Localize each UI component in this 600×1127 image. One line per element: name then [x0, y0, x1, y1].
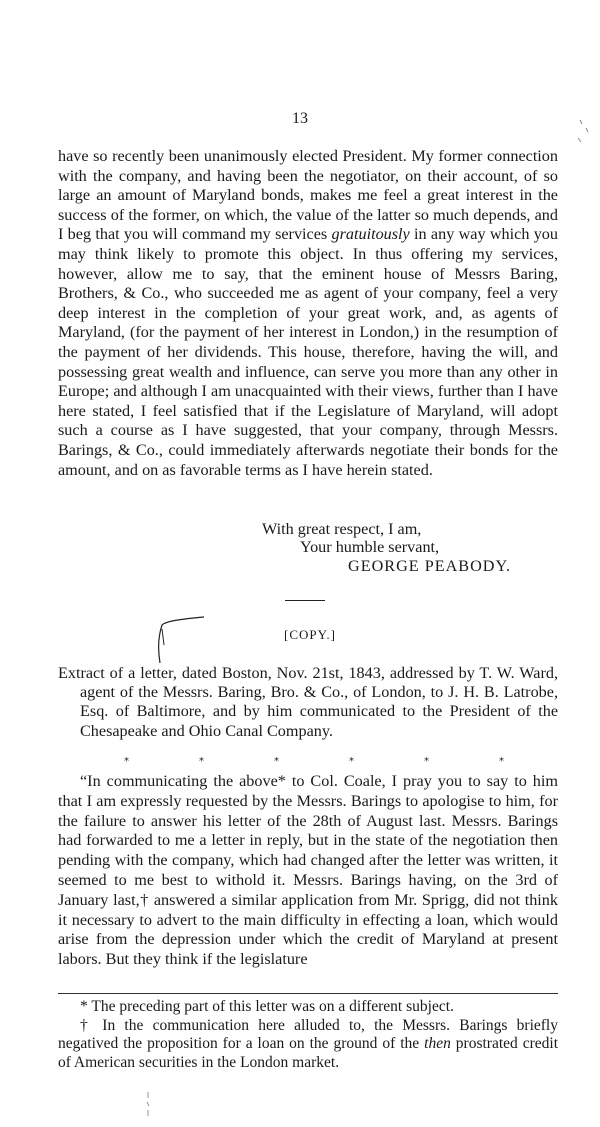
footnote-rule — [58, 993, 558, 994]
section-divider — [285, 600, 325, 601]
closing-line-1: With great respect, I am, — [262, 520, 422, 538]
quoted-letter — [58, 772, 558, 970]
closing-line-2: Your humble servant, — [300, 538, 440, 556]
margin-speck — [576, 118, 592, 146]
asterisk: * — [349, 756, 354, 767]
quoted-letter-text: “In communicating the above* to Col. Coale, I pray you to say to him that I am expressly requested by the Messrs. Barings to apologise to him, for the failure to answer his letter of the 28th of August last. Messrs. Barings had forwarded to me a letter in reply, but in the state of the negotiation then pending with the company, which had changed after the letter was written, it seemed to me best to withold it. Messrs. Barings having, on the 3rd of January last,† answered a similar application from Mr. Sprigg, did not think it necessary to advert to the main difficulty in effecting a loan, which would arise from the depression under which the credit of Maryland at present labors. But they think if the legislature — [58, 772, 558, 969]
copy-label — [0, 627, 600, 643]
footnote-1: * The preceding part of this letter was on a different subject. — [80, 998, 454, 1015]
asterisk: * — [499, 756, 504, 767]
signature: GEORGE PEABODY. — [348, 557, 512, 575]
footnote-2-emphasis: then — [424, 1035, 451, 1053]
footnote-2 — [58, 1017, 558, 1073]
letter-emphasis: gratuitously — [331, 225, 410, 244]
asterisk: * — [124, 756, 129, 767]
letter-text-part2: in any way which you may think likely to promote this object. In thus offering my services, however, allow me to say, that the eminent house of Messrs Baring, Brothers, & Co., who succeeded me as agent of your company, feel a very deep interest in the completion of your great work, and, as agents of Maryland, (for the payment of her interest in London,) in the resumption of the payment of her dividends. This house, therefore, having the will, and possessing great wealth and influence, can serve you more than any other in Europe; and although I am unacquainted with their views, further than I have here stated, I feel satisfied that if the Legislature of Maryland, will adopt such a course as I have suggested, that your company, through Messrs. Barings, & Co., could immediately afterwards negotiate their bonds for the amount, and on as favorable terms as I have herein stated. — [58, 225, 558, 479]
footnote-2-part1: † In the communication here alluded to, the Messrs. Barings briefly negatived the proposition for a loan on the ground of the — [58, 1016, 558, 1053]
asterisk: * — [199, 756, 204, 767]
footnote-2-part2: prostrated credit of American securities in the London market. — [58, 1035, 558, 1071]
letter-paragraph — [58, 147, 558, 480]
asterisk: * — [424, 756, 429, 767]
footnotes — [58, 998, 558, 1072]
extract-heading — [58, 664, 558, 741]
page-number: 13 — [292, 110, 308, 127]
copy-label-text: [COPY.] — [284, 627, 336, 642]
letter-body — [58, 147, 558, 480]
letter-text-part1: have so recently been unanimously elected President. My former connection with the company, and having been the negotiator, on their account, of so large an amount of Maryland bonds, makes me feel a great interest in the success of the former, on which, the value of the latter so much depends, and I beg that you will command my services — [58, 147, 558, 244]
asterisk: * — [274, 756, 279, 767]
asterisk-row — [124, 756, 504, 767]
extract-heading-text: Extract of a letter, dated Boston, Nov. 21st, 1843, addressed by T. W. Ward, agent of the Messrs. Baring, Bro. & Co., of London, to J. H. B. Latrobe, Esq. of Baltimore, and by him communicated to the President of the Chesapeake and Ohio Canal Company. — [58, 664, 558, 740]
margin-speck — [144, 1090, 152, 1120]
